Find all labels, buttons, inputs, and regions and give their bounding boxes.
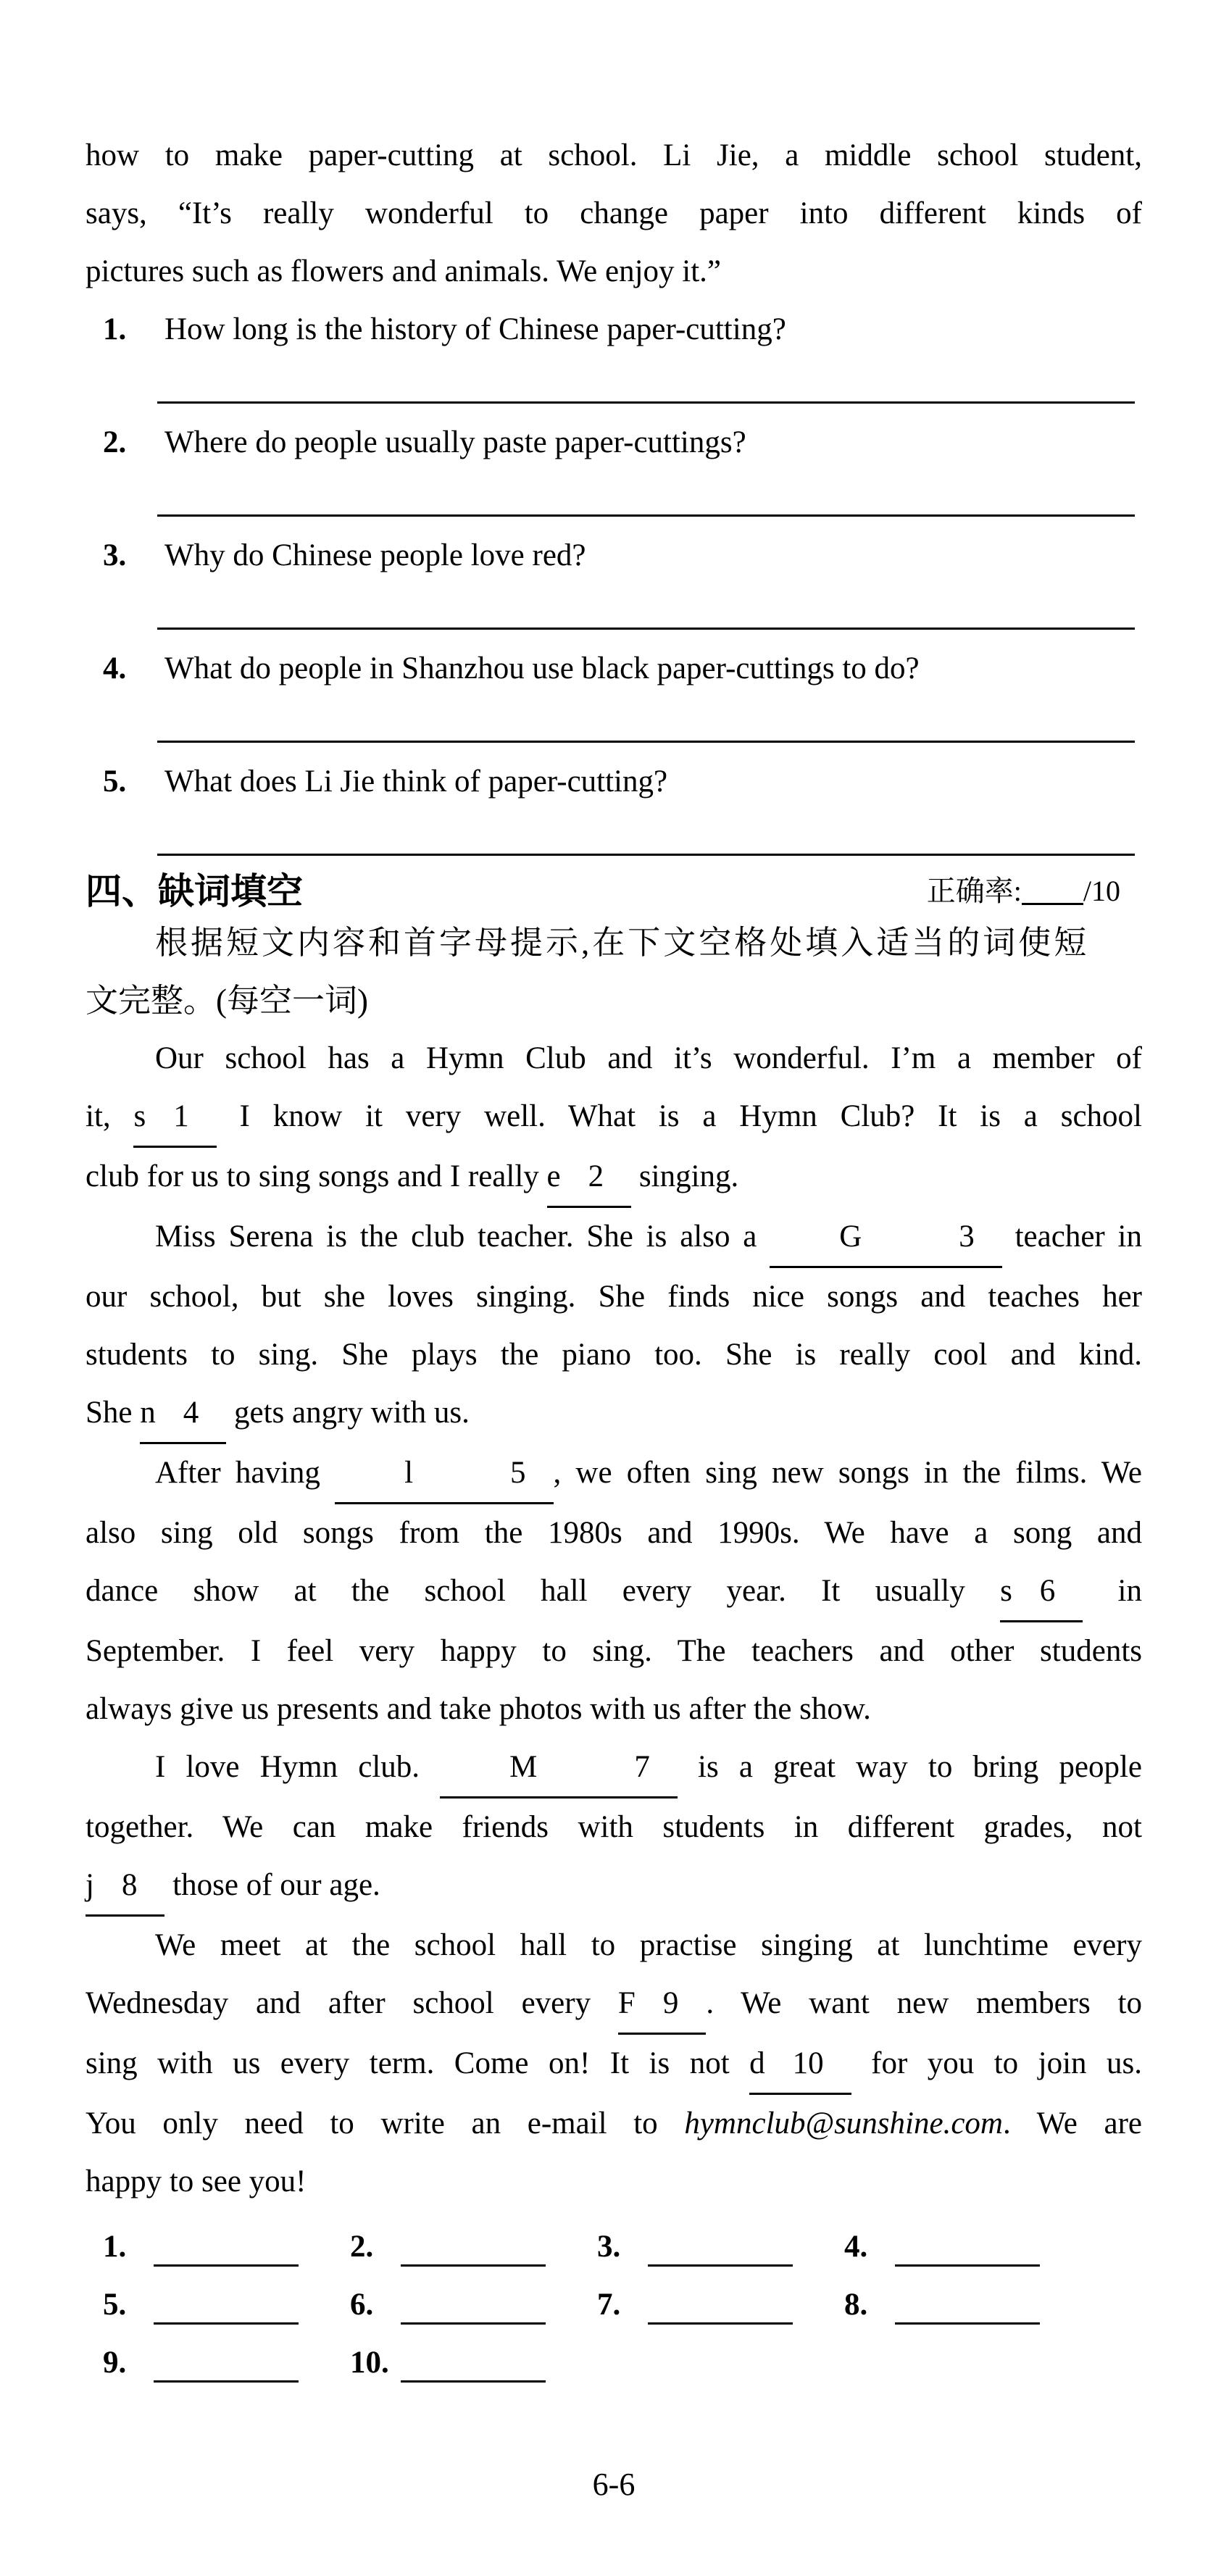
grid-item-number: 3.: [597, 2230, 621, 2264]
passage-line: We meet at the school hall to practise singing at lunchtime every: [155, 1928, 1142, 1962]
word-blank: [547, 1148, 632, 1208]
passage-line: [86, 2035, 1142, 2095]
answer-rule: [157, 359, 1135, 404]
grid-item: [86, 2276, 333, 2334]
passage-text: After having: [155, 1456, 336, 1490]
grid-item-number: 2.: [350, 2230, 374, 2264]
word-blank: [133, 1088, 216, 1148]
passage-text: sing with us every term. Come on! It is not: [86, 2046, 750, 2080]
grid-item: [827, 2276, 1074, 2334]
passage-text: You only need to write an e-mail to: [86, 2106, 685, 2141]
passage-line: Our school has a Hymn Club and it’s wonderful. I’m a member of: [155, 1041, 1142, 1075]
passage-line: [86, 1088, 1142, 1148]
answer-grid-row: [86, 2276, 1142, 2334]
score-field: [927, 869, 1120, 914]
question-block: [86, 527, 1142, 630]
grid-item-blank: [648, 2284, 793, 2325]
passage-text: gets angry with us.: [226, 1396, 470, 1430]
blank-letter: l: [404, 1456, 414, 1490]
intro-line: says, “It’s really wonderful to change paper into different kinds of: [86, 196, 1142, 230]
blank-letter: G: [839, 1220, 862, 1254]
blank-letter: e: [546, 1159, 561, 1193]
question-text: What do people in Shanzhou use black paper-cuttings to do?: [164, 651, 920, 685]
question-text: What does Li Jie think of paper-cutting?: [164, 764, 668, 799]
grid-item-blank: [154, 2342, 299, 2383]
passage-line: [86, 1148, 1142, 1208]
question-block: [86, 640, 1142, 743]
word-blank: [1000, 1562, 1083, 1622]
grid-item-number: 1.: [103, 2230, 127, 2264]
blank-letter: d: [749, 2046, 765, 2080]
passage-line: [86, 1975, 1142, 2035]
passage-line: [86, 1208, 1142, 1268]
passage-line: [86, 1384, 1142, 1444]
grid-item: [580, 2218, 827, 2276]
question-number: 5.: [103, 764, 127, 799]
passage-text: is a great way to bring people: [677, 1750, 1142, 1784]
grid-item: [333, 2276, 580, 2334]
answer-grid-row: [86, 2334, 1142, 2392]
passage-line: September. I feel very happy to sing. The teachers and other students: [86, 1634, 1142, 1668]
section-title: 四、缺词填空: [86, 871, 303, 912]
passage-text: for you to join us.: [851, 2046, 1143, 2080]
instruction-line: 根据短文内容和首字母提示,在下文空格处填入适当的词使短: [155, 925, 1090, 961]
instruction-line: 文完整。(每空一词): [86, 983, 368, 1019]
question-text: Where do people usually paste paper-cuttings?: [164, 425, 746, 459]
passage-text: it,: [86, 1099, 134, 1133]
blank-number: 9: [662, 1986, 679, 2020]
passage-text: singing.: [631, 1159, 739, 1193]
grid-item-blank: [401, 2284, 546, 2325]
grid-item-blank: [401, 2342, 546, 2383]
grid-item-number: 8.: [844, 2288, 868, 2322]
grid-item-blank: [895, 2226, 1040, 2267]
score-blank: [1022, 880, 1083, 905]
passage-text: I love Hymn club.: [155, 1750, 441, 1784]
word-blank: [618, 1975, 706, 2035]
blank-number: 3: [959, 1220, 975, 1254]
word-blank: [86, 1856, 164, 1917]
grid-item-blank: [895, 2284, 1040, 2325]
question-row: [86, 527, 1142, 585]
blank-letter: s: [133, 1099, 146, 1133]
word-blank: [335, 1444, 553, 1504]
passage-text: I know it very well. What is a Hymn Club? It is a school: [216, 1099, 1142, 1133]
grid-item: [827, 2218, 1074, 2276]
grid-item-blank: [648, 2226, 793, 2267]
blank-letter: j: [86, 1868, 94, 1902]
passage-text: She: [86, 1396, 141, 1430]
blank-number: 7: [634, 1750, 650, 1784]
passage-text: those of our age.: [164, 1868, 380, 1902]
grid-item-number: 6.: [350, 2288, 374, 2322]
answer-rule: [157, 585, 1135, 630]
blank-number: 8: [121, 1868, 138, 1902]
passage-line: [86, 1738, 1142, 1798]
word-blank: [440, 1738, 678, 1798]
blank-letter: s: [1000, 1574, 1012, 1608]
grid-item-blank: [401, 2226, 546, 2267]
passage-line: also sing old songs from the 1980s and 1990s. We have a song and: [86, 1516, 1142, 1550]
grid-item: [333, 2334, 580, 2392]
blank-number: 6: [1039, 1574, 1056, 1608]
grid-item: [86, 2218, 333, 2276]
intro-line: how to make paper-cutting at school. Li Jie, a middle school student,: [86, 138, 1142, 172]
grid-item-number: 10.: [350, 2346, 389, 2380]
intro-line: pictures such as flowers and animals. We enjoy it.”: [86, 254, 722, 288]
passage-text: club for us to sing songs and I really: [86, 1159, 547, 1193]
passage-line: students to sing. She plays the piano too. She is really cool and kind.: [86, 1338, 1142, 1372]
score-label: 正确率:: [926, 875, 1022, 907]
passage-line: [86, 1562, 1142, 1622]
passage-line: happy to see you!: [86, 2164, 307, 2198]
answer-grid-row: [86, 2218, 1142, 2276]
passage-text: Miss Serena is the club teacher. She is also a: [155, 1220, 770, 1254]
question-row: [86, 414, 1142, 472]
blank-number: 5: [510, 1456, 526, 1490]
question-row: [86, 301, 1142, 359]
grid-item: [580, 2276, 827, 2334]
grid-item-blank: [154, 2284, 299, 2325]
blank-number: 2: [588, 1159, 604, 1193]
email-address: hymnclub@sunshine.com: [684, 2106, 1003, 2141]
passage-text: in: [1083, 1574, 1142, 1608]
passage-text: . We are: [1002, 2106, 1142, 2141]
grid-item-blank: [154, 2226, 299, 2267]
question-row: [86, 753, 1142, 811]
question-block: [86, 414, 1142, 517]
passage-line: together. We can make friends with students in different grades, not: [86, 1810, 1142, 1844]
passage-line: our school, but she loves singing. She finds nice songs and teaches her: [86, 1280, 1142, 1314]
passage-line: always give us presents and take photos with us after the show.: [86, 1692, 871, 1726]
blank-number: 10: [792, 2046, 824, 2080]
blank-letter: F: [617, 1986, 636, 2020]
question-number: 4.: [103, 651, 127, 685]
question-number: 3.: [103, 538, 127, 572]
question-row: [86, 640, 1142, 698]
question-text: Why do Chinese people love red?: [164, 538, 586, 572]
word-blank: [140, 1384, 226, 1444]
section-header: [86, 869, 1142, 914]
question-text: How long is the history of Chinese paper-cutting?: [164, 312, 786, 346]
answer-rule: [157, 811, 1135, 856]
question-number: 2.: [103, 425, 127, 459]
page-number: 6-6: [592, 2467, 636, 2502]
word-blank: [749, 2035, 851, 2095]
grid-item-number: 5.: [103, 2288, 127, 2322]
grid-item: [333, 2218, 580, 2276]
grid-item-number: 9.: [103, 2346, 127, 2380]
grid-item: [86, 2334, 333, 2392]
passage-line: [86, 1856, 1142, 1917]
question-block: [86, 753, 1142, 856]
score-suffix: /10: [1083, 875, 1120, 907]
grid-item-number: 4.: [844, 2230, 868, 2264]
blank-letter: n: [140, 1396, 156, 1430]
blank-number: 1: [173, 1099, 189, 1133]
question-block: [86, 301, 1142, 404]
passage-text: Wednesday and after school every: [86, 1986, 618, 2020]
passage-text: dance show at the school hall every year. It usually: [86, 1574, 1001, 1608]
answer-grid: [86, 2218, 1142, 2392]
passage-text: , we often sing new songs in the films. We: [553, 1456, 1142, 1490]
passage-text: teacher in: [1001, 1220, 1142, 1254]
passage-line: [86, 2095, 1142, 2153]
question-number: 1.: [103, 312, 127, 346]
grid-item-number: 7.: [597, 2288, 621, 2322]
answer-rule: [157, 698, 1135, 743]
word-blank: [770, 1208, 1002, 1268]
blank-number: 4: [183, 1396, 199, 1430]
answer-rule: [157, 472, 1135, 517]
passage-line: [86, 1444, 1142, 1504]
blank-letter: M: [509, 1750, 538, 1784]
passage-text: . We want new members to: [706, 1986, 1142, 2020]
